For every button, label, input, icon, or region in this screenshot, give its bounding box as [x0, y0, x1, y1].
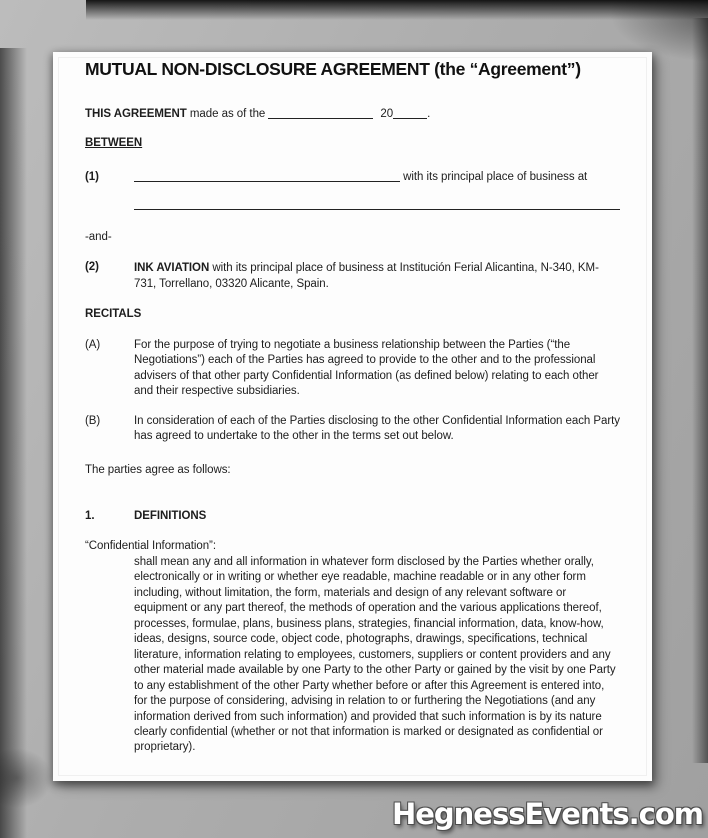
between-heading: BETWEEN — [85, 137, 143, 149]
recital-a-text: For the purpose of trying to negotiate a business relationship between the Parties (“the Negotiations”) each of the Parties has agreed to provide to the other and to the professional advisers of that other party Confidential Information (as defined below) relating to each other and their respective subsidiaries. — [134, 339, 599, 398]
party1-address-blank — [134, 198, 620, 210]
party2-text: with its principal place of business at Institución Ferial Alicantina, N-340, KM-731, Torrellano, 03320 Alicante, Spain. — [134, 262, 599, 290]
and-separator: -and- — [85, 231, 112, 243]
party1-name-blank — [134, 170, 400, 182]
party2-number: (2) — [85, 261, 99, 273]
recital-b-letter: (B) — [85, 415, 101, 427]
intro-line — [85, 107, 624, 121]
intro-period: . — [427, 108, 431, 120]
document-title: MUTUAL NON-DISCLOSURE AGREEMENT (the “Agreement”) — [85, 59, 581, 79]
definition-term: “Confidential Information”: — [85, 540, 216, 552]
party2-name: INK AVIATION — [134, 262, 210, 274]
party2-text-wrap — [134, 260, 620, 292]
section-number: 1. — [85, 510, 95, 522]
party1-address-wrap — [134, 198, 620, 212]
made-as-of-text: made as of the — [186, 108, 266, 120]
recital-a-letter: (A) — [85, 339, 101, 351]
party1-text — [134, 170, 620, 184]
party1-after-blank-text: with its principal place of business at — [400, 171, 588, 183]
document-page — [53, 52, 652, 781]
date-blank-line — [268, 107, 373, 119]
year-prefix: 20 — [377, 108, 394, 120]
watermark-text: HegnessEvents.com — [391, 797, 703, 831]
this-agreement-label: THIS AGREEMENT — [85, 108, 187, 120]
parties-agree-line: The parties agree as follows: — [85, 464, 231, 476]
recital-b-text: In consideration of each of the Parties disclosing to the other Confidential Information each Party has agreed to undertake to the other in the terms set out below. — [134, 415, 621, 443]
party1-address-line — [53, 198, 652, 214]
party1-number: (1) — [85, 171, 99, 183]
definition-body: shall mean any and all information in whatever form disclosed by the Parties whether orally, electronically or in writing or whether eye readable, machine readable or in any other form including, without limitation, the form, materials and design of any relevant software or equipment or any part thereof, the methods of operation and the various applications thereof, processes, formulae, plans, business plans, strategies, financial information, data, know-how, ideas, designs, source code, object code, photographs, drawings, specifications, technical literature, information relating to employees, customers, suppliers or content providers and any other material made available by one Party to the other Party or gained by the visit by one Party to any establishment of the other Party whether before or after this Agreement is entered into, for the purpose of considering, advising in relation to or furthering the Negotiations (and any information derived from such information) and provided that such information is by its nature clearly confidential (whether or not that information is marked or designated as confidential or proprietary). — [134, 556, 616, 754]
recitals-heading: RECITALS — [85, 308, 142, 320]
year-blank-line — [393, 107, 427, 119]
section-title: DEFINITIONS — [134, 510, 207, 522]
party1-item — [53, 170, 652, 186]
